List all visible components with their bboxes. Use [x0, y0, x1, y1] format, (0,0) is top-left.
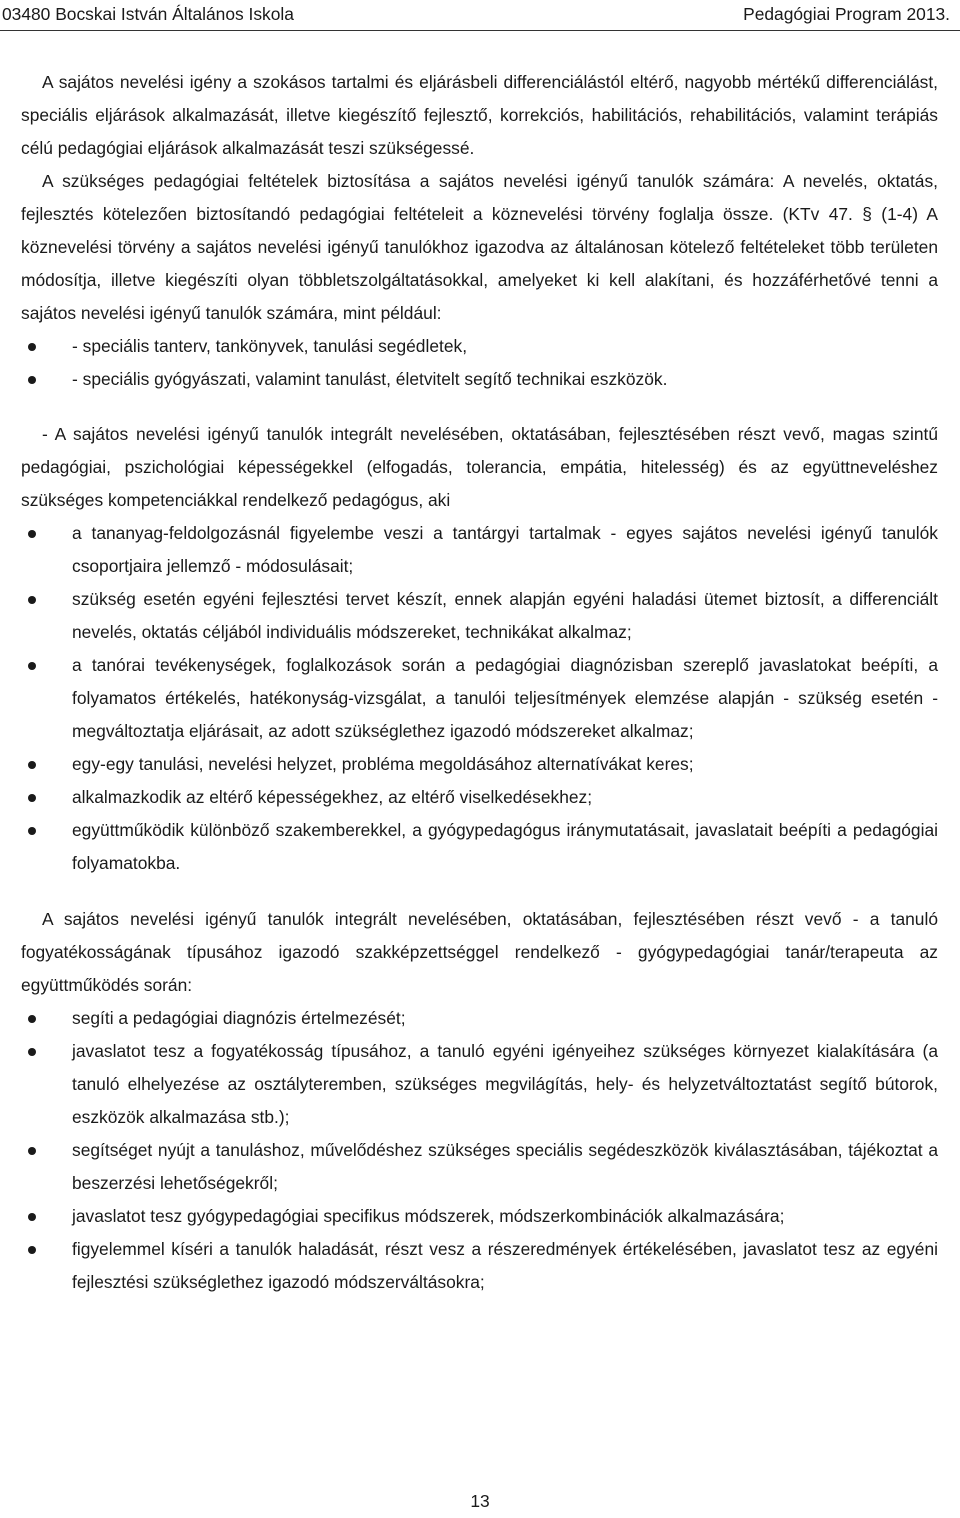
- list-item-text: segítséget nyújt a tanuláshoz, művelődéshez szükséges speciális segédeszközök kiválasztásában, tájékoztat a beszerzési lehetőségekről;: [72, 1140, 938, 1193]
- list-item: [21, 1002, 938, 1035]
- list-item-text: egy-egy tanulási, nevelési helyzet, probléma megoldásához alternatívákat keres;: [72, 754, 694, 774]
- bullet-icon: [28, 761, 36, 769]
- bullet-icon: [28, 1246, 36, 1254]
- list-item: [21, 1134, 938, 1200]
- list-item: [21, 363, 938, 396]
- list-item: [21, 781, 938, 814]
- list-item: [21, 330, 938, 363]
- list-item-text: javaslatot tesz gyógypedagógiai specifikus módszerek, módszerkombinációk alkalmazására;: [72, 1206, 785, 1226]
- bullet-icon: [28, 376, 36, 384]
- paragraph-conditions: A szükséges pedagógiai feltételek biztosítása a sajátos nevelési igényű tanulók számára: A nevelés, oktatás, fejlesztés kötelezően biztosítandó pedagógiai feltételeit a köznevelési törvény foglalja össze. (KTv 47. § (1-4) A köznevelési törvény a sajátos nevelési igényű tanulókhoz igazodva az általánosan kötelező feltételeket több területen módosítja, illetve kiegészíti olyan többletszolgáltatásokkal, amelyeket ki kell alakítani, és hozzáférhetővé tenni a sajátos nevelési igényű tanulók számára, mint például:: [21, 171, 938, 323]
- list-item-text: figyelemmel kíséri a tanulók haladását, részt vesz a részeredmények értékelésében, javaslatot tesz az egyéni fejlesztési szükséglethez igazodó módszerváltásokra;: [72, 1239, 938, 1292]
- list-item-text: együttműködik különböző szakemberekkel, a gyógypedagógus iránymutatásait, javaslatait beépíti a pedagógiai folyamatokba.: [72, 820, 938, 873]
- bullet-icon: [28, 1213, 36, 1221]
- page-number: 13: [470, 1491, 490, 1511]
- list-special-teacher-tasks: [21, 1002, 938, 1299]
- list-item-text: - speciális tanterv, tankönyvek, tanulási segédletek,: [72, 336, 468, 356]
- list-item-text: javaslatot tesz a fogyatékosság típusához, a tanuló egyéni igényeihez szükséges környezet kialakítására (a tanuló elhelyezése az osztályteremben, szükséges megvilágítás, hely- és helyzetváltoztatást segítő bútorok, eszközök alkalmazása stb.);: [72, 1041, 938, 1127]
- list-item: [21, 814, 938, 880]
- list-item: [21, 583, 938, 649]
- bullet-icon: [28, 794, 36, 802]
- bullet-icon: [28, 662, 36, 670]
- list-teacher-tasks: [21, 517, 938, 880]
- list-item-text: a tananyag-feldolgozásnál figyelembe veszi a tantárgyi tartalmak - egyes sajátos nevelési igényű tanulók csoportjaira jellemző - módosulásait;: [72, 523, 938, 576]
- page-header: [0, 0, 960, 31]
- list-item-text: szükség esetén egyéni fejlesztési tervet készít, ennek alapján egyéni haladási ütemet biztosít, a differenciált nevelés, oktatás céljából individuális módszereket, technikákat alkalmaz;: [72, 589, 938, 642]
- list-item-text: segíti a pedagógiai diagnózis értelmezését;: [72, 1008, 406, 1028]
- list-item: [21, 517, 938, 583]
- list-item-text: alkalmazkodik az eltérő képességekhez, az eltérő viselkedésekhez;: [72, 787, 593, 807]
- page-footer: [0, 1488, 960, 1514]
- bullet-icon: [28, 827, 36, 835]
- page-content: [21, 66, 938, 1299]
- list-item: [21, 1233, 938, 1299]
- paragraph-sni-definition: A sajátos nevelési igény a szokásos tartalmi és eljárásbeli differenciálástól eltérő, nagyobb mértékű differenciálást, speciális eljárások alkalmazását, illetve kiegészítő fejlesztő, korrekciós, habilitációs, rehabilitációs, valamint terápiás célú pedagógiai eljárások alkalmazását teszi szükségessé.: [21, 72, 938, 158]
- bullet-icon: [28, 596, 36, 604]
- list-item: [21, 748, 938, 781]
- paragraph-special-teacher: A sajátos nevelési igényű tanulók integrált nevelésében, oktatásában, fejlesztésében részt vevő - a tanuló fogyatékosságának típusához igazodó szakképzettséggel rendelkező - gyógypedagógiai tanár/terapeuta az együttműködés során:: [21, 909, 938, 995]
- bullet-icon: [28, 343, 36, 351]
- list-item: [21, 649, 938, 748]
- bullet-icon: [28, 1015, 36, 1023]
- list-item: [21, 1200, 938, 1233]
- header-document-title: Pedagógiai Program 2013.: [743, 4, 950, 24]
- list-extra-services: [21, 330, 938, 396]
- bullet-icon: [28, 1048, 36, 1056]
- header-school-name: 03480 Bocskai István Általános Iskola: [2, 4, 294, 24]
- list-item-text: - speciális gyógyászati, valamint tanulást, életvitelt segítő technikai eszközök.: [72, 369, 668, 389]
- list-item-text: a tanórai tevékenységek, foglalkozások során a pedagógiai diagnózisban szereplő javaslatokat beépíti, a folyamatos értékelés, hatékonyság-vizsgálat, a tanulói teljesítmények elemzése alapján - szükség esetén - megváltoztatja eljárásait, az adott szükséglethez igazodó módszereket alkalmaz;: [72, 655, 938, 741]
- list-item: [21, 1035, 938, 1134]
- bullet-icon: [28, 530, 36, 538]
- bullet-icon: [28, 1147, 36, 1155]
- paragraph-teacher: - A sajátos nevelési igényű tanulók integrált nevelésében, oktatásában, fejlesztésében részt vevő, magas szintű pedagógiai, pszichológiai képességekkel (elfogadás, tolerancia, empátia, hitelesség) és az együttneveléshez szükséges kompetenciákkal rendelkező pedagógus, aki: [21, 424, 938, 510]
